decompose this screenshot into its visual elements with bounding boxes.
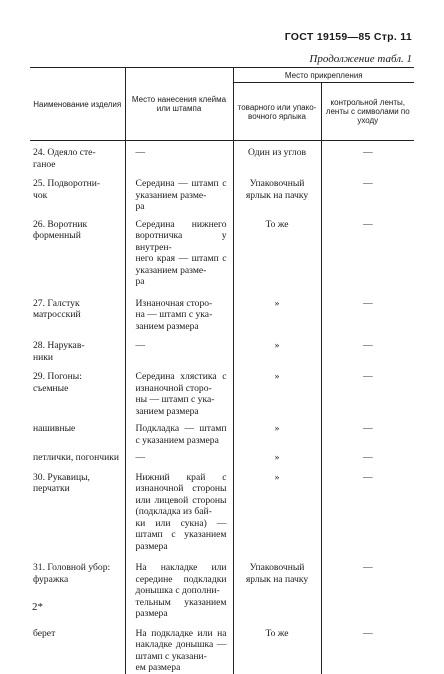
table-row [30, 417, 414, 446]
cell-label: Упаковочный ярлык на пачку [233, 170, 321, 213]
cell-label: Один из углов [233, 141, 321, 171]
cell-item-name: 25. Подворотни- чок [30, 170, 125, 213]
col-header-stamp-place: Место нанесения клейма или штампа [125, 68, 233, 141]
cell-item-name: 30. Рукавицы, перчатки [30, 464, 125, 553]
cell-stamp-place: Нижний край с изнаночной стороны или лицевой стороны (подкладка из бай- ки или сукна) — штамп с указанием размера [125, 464, 233, 553]
table-row [30, 620, 414, 674]
table-row [30, 332, 414, 363]
cell-item-name: 27. Галстук матросский [30, 288, 125, 333]
cell-stamp-place: На подкладке или на накладке донышка — штамп с указани- ем размера [125, 620, 233, 674]
cell-control-tape: — [321, 620, 414, 674]
cell-stamp-place: На накладке или середине подкладки донышка с дополни- тельным указанием размера [125, 552, 233, 620]
cell-label: » [233, 417, 321, 446]
cell-label: » [233, 332, 321, 363]
cell-control-tape: — [321, 170, 414, 213]
page-mark: 2* [32, 601, 43, 613]
cell-control-tape: — [321, 446, 414, 464]
cell-control-tape: — [321, 141, 414, 171]
table-row [30, 288, 414, 333]
cell-item-name: 29. Погоны: съемные [30, 363, 125, 417]
table-row [30, 552, 414, 620]
cell-control-tape: — [321, 332, 414, 363]
table-row [30, 141, 414, 171]
col-header-label: товарного или упако-вочного ярлыка [233, 83, 321, 141]
cell-label: » [233, 363, 321, 417]
cell-stamp-place: Подкладка — штамп с указанием размера [125, 417, 233, 446]
cell-stamp-place: — [125, 446, 233, 464]
cell-label: » [233, 288, 321, 333]
table-row [30, 464, 414, 553]
cell-stamp-place: Изнаночная сторо- на — штамп с ука- занием размера [125, 288, 233, 333]
cell-stamp-place: Середина — штамп с указанием разме- ра [125, 170, 233, 213]
table-row [30, 363, 414, 417]
cell-control-tape: — [321, 363, 414, 417]
cell-stamp-place: — [125, 332, 233, 363]
table-row [30, 170, 414, 213]
group-header-attachment-place: Место прикрепления [233, 68, 414, 83]
table-continuation-label: Продолжение табл. 1 [309, 53, 412, 65]
cell-label: » [233, 464, 321, 553]
cell-control-tape: — [321, 464, 414, 553]
cell-control-tape: — [321, 552, 414, 620]
document-header: ГОСТ 19159—85 Стр. 11 [284, 31, 412, 43]
cell-stamp-place: Середина нижнего воротничка у внутрен- него края — штамп с указанием разме- ра [125, 213, 233, 288]
cell-stamp-place: Середина хлястика с изнаночной сторо- ны — штамп с ука- занием размера [125, 363, 233, 417]
cell-item-name: 28. Нарукав- ники [30, 332, 125, 363]
table-row [30, 213, 414, 288]
cell-item-name: берет [30, 620, 125, 674]
cell-stamp-place: — [125, 141, 233, 171]
cell-label: То же [233, 620, 321, 674]
cell-item-name: 26. Воротник форменный [30, 213, 125, 288]
cell-control-tape: — [321, 213, 414, 288]
cell-label: » [233, 446, 321, 464]
cell-item-name: нашивные [30, 417, 125, 446]
cell-label: То же [233, 213, 321, 288]
cell-control-tape: — [321, 417, 414, 446]
col-header-control-tape: контрольной ленты, ленты с символами по уходу [321, 83, 414, 141]
cell-item-name: петлички, погончики [30, 446, 125, 464]
cell-item-name: 24. Одеяло сте- ганое [30, 141, 125, 171]
cell-control-tape: — [321, 288, 414, 333]
col-header-item-name: Наименование изделия [30, 68, 125, 141]
table-row [30, 446, 414, 464]
specification-table [30, 67, 414, 674]
cell-item-name: 31. Головной убор: фуражка [30, 552, 125, 620]
cell-label: Упаковочный ярлык на пачку [233, 552, 321, 620]
